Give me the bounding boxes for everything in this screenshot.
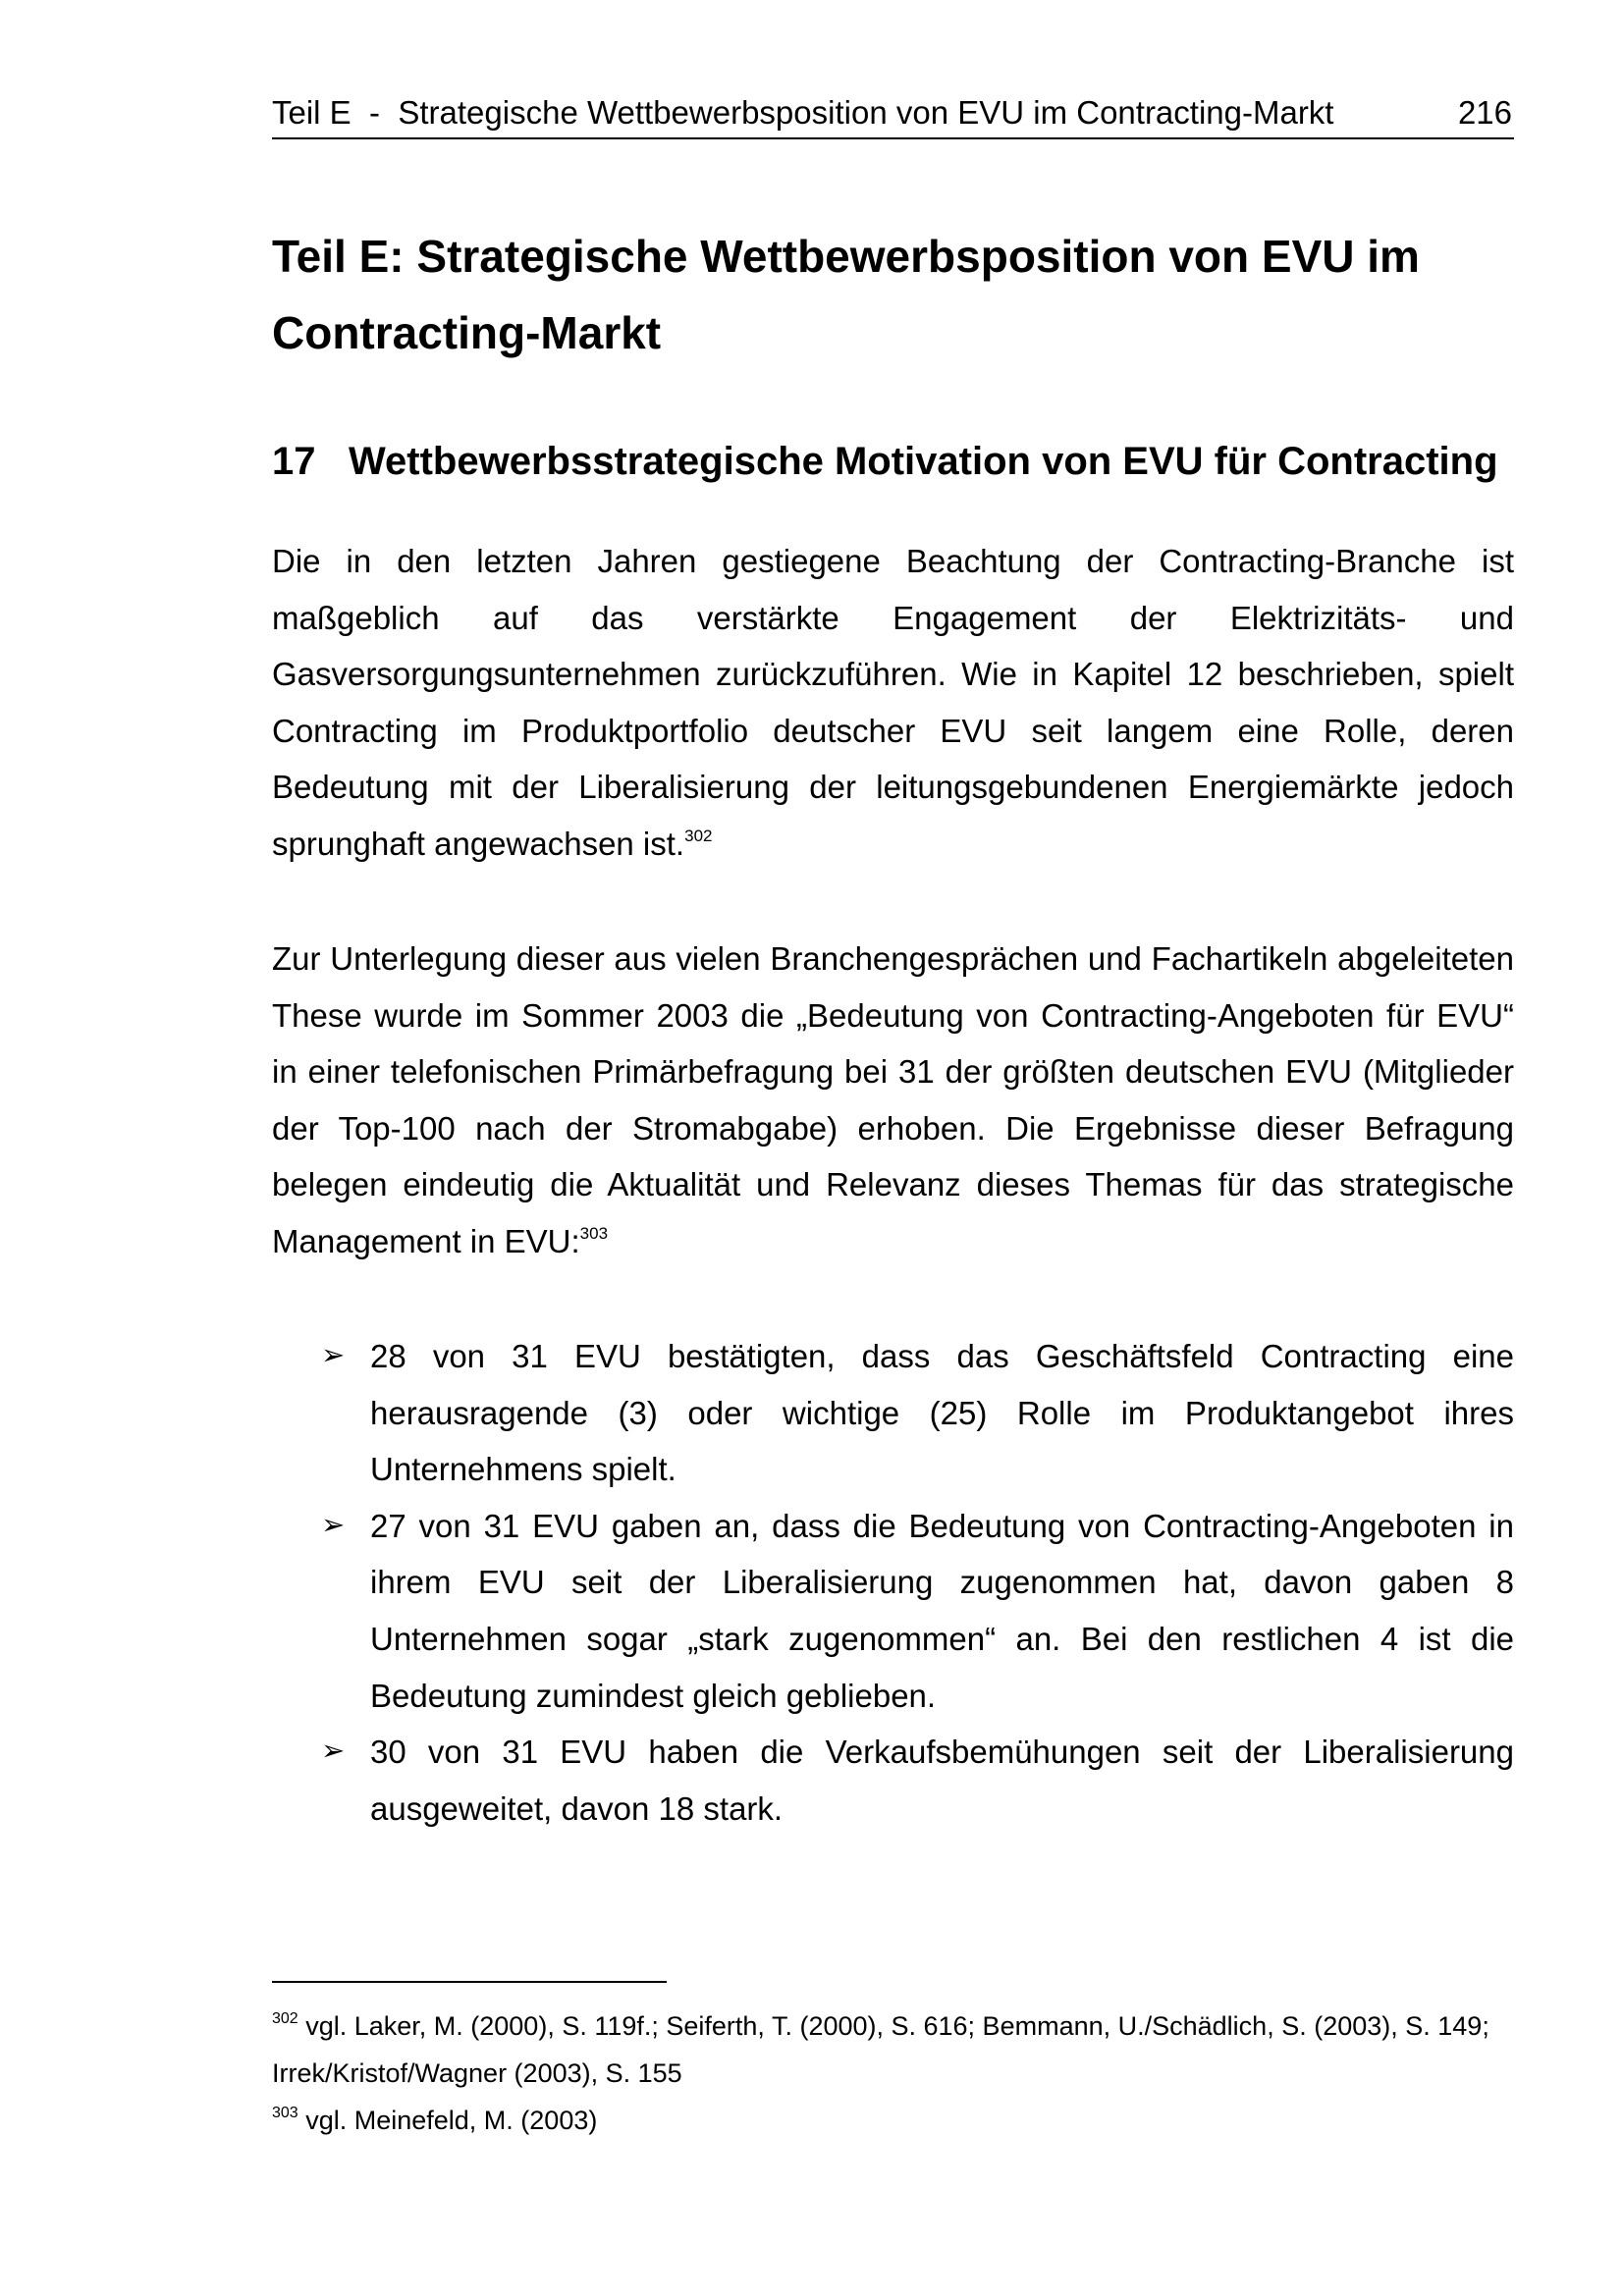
list-item [272, 1498, 1514, 1724]
arrow-bullet-icon: ➢ [321, 1509, 346, 1541]
footnote-number: 302 [272, 2010, 298, 2027]
footnote-text: vgl. Laker, M. (2000), S. 119f.; Seiferth, T. (2000), S. 616; Bemmann, U./Schädlich, S. (2003), S. 149; Irrek/Kristof/Wagner (2003), S. 155 [272, 2011, 1489, 2088]
page-number: 216 [1457, 94, 1512, 131]
body-paragraph [272, 931, 1514, 1270]
running-title: Teil E - Strategische Wettbewerbsposition von EVU im Contracting-Markt [272, 94, 1334, 131]
footnote-separator [272, 1981, 667, 1983]
part-title: Teil E: Strategische Wettbewerbsposition von EVU im Contracting-Markt [272, 231, 1420, 358]
chapter-heading [272, 440, 1514, 484]
list-item-text: 28 von 31 EVU bestätigten, dass das Geschäftsfeld Contracting eine herausragende (3) oder wichtige (25) Rolle im Produktangebot ihres Unternehmens spielt. [370, 1338, 1514, 1488]
arrow-bullet-icon: ➢ [321, 1735, 346, 1768]
arrow-bullet-icon: ➢ [321, 1340, 346, 1371]
footnote-reference: 303 [579, 1223, 609, 1243]
survey-results-list [272, 1328, 1514, 1837]
footnote [272, 2002, 1514, 2097]
paragraph-text: Zur Unterlegung dieser aus vielen Branchengesprächen und Fachartikeln abgeleiteten These wurde im Sommer 2003 die „Bedeutung von Contracting-Angeboten für EVU“ in einer telefonischen Primärbefragung bei 31 der größten deutschen EVU (Mitglieder der Top-100 nach der Stromabgabe) erhoben. Die Ergebnisse dieser Befragung belegen eindeutig die Aktualität und Relevanz dieses Themas für das strategische Management in EVU: [272, 940, 1514, 1259]
footnote [272, 2097, 1514, 2144]
list-item-text: 27 von 31 EVU gaben an, dass die Bedeutung von Contracting-Angeboten in ihrem EVU seit der Liberalisierung zugenommen hat, davon gaben 8 Unternehmen sogar „stark zugenommen“ an. Bei den restlichen 4 ist die Bedeutung zumindest gleich geblieben. [370, 1507, 1514, 1714]
footnote-text: vgl. Meinefeld, M. (2003) [298, 2106, 598, 2135]
chapter-title: Wettbewerbsstrategische Motivation von EVU für Contracting [349, 440, 1498, 483]
chapter-number: 17 [272, 440, 316, 483]
body-paragraph [272, 533, 1514, 873]
footnotes [272, 2002, 1514, 2144]
footnote-reference: 302 [684, 826, 713, 845]
footnote-number: 303 [272, 2105, 298, 2121]
list-item [272, 1328, 1514, 1498]
list-item [272, 1724, 1514, 1837]
paragraph-text: Die in den letzten Jahren gestiegene Beachtung der Contracting-Branche ist maßgeblich auf das verstärkte Engagement der Elektrizitäts- und Gasversorgungsunternehmen zurückzuführen. Wie in Kapitel 12 beschrieben, spielt Contracting im Produktportfolio deutscher EVU seit langem eine Rolle, deren Bedeutung mit der Liberalisierung der leitungsgebundenen Energiemärkte jedoch sprunghaft angewachsen ist. [272, 543, 1514, 862]
running-header [272, 94, 1514, 139]
list-item-text: 30 von 31 EVU haben die Verkaufsbemühungen seit der Liberalisierung ausgeweitet, davon 18 stark. [370, 1734, 1514, 1827]
